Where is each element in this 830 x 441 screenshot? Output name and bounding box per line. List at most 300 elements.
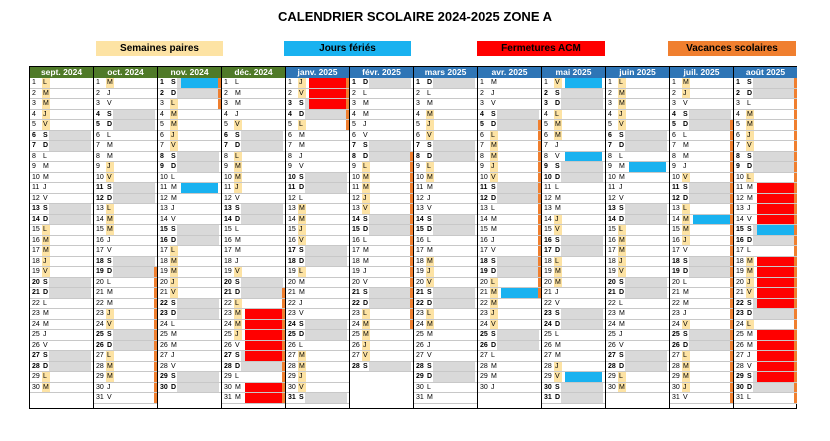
day-letter: D (555, 100, 561, 107)
day-letter: D (427, 226, 433, 233)
day-number: 10 (160, 173, 168, 181)
weekend-shade (561, 162, 603, 172)
day-row (222, 204, 285, 215)
day-number: 30 (416, 383, 424, 391)
day-row (414, 383, 477, 394)
day-letter: M (235, 310, 241, 317)
day-letter: S (747, 299, 752, 307)
vacances-marker (730, 152, 733, 162)
day-number: 30 (736, 383, 744, 391)
day-letter: V (299, 310, 304, 317)
day-number: 14 (288, 215, 296, 223)
day-row (350, 204, 413, 215)
weekend-shade (49, 204, 91, 214)
day-letter: S (235, 131, 240, 139)
day-letter: L (171, 320, 175, 328)
day-letter: V (106, 320, 114, 330)
day-letter: D (235, 289, 241, 296)
day-row (222, 341, 285, 352)
day-number: 16 (736, 236, 744, 244)
day-letter: M (363, 257, 369, 265)
day-number: 26 (672, 341, 680, 349)
day-number: 25 (480, 331, 488, 338)
day-letter: M (43, 236, 49, 244)
day-number: 17 (672, 247, 680, 254)
day-row (734, 215, 797, 226)
day-letter: L (235, 79, 239, 86)
day-letter: J (682, 89, 690, 99)
ferie-marker (757, 225, 794, 235)
vacances-marker (538, 183, 541, 193)
weekend-shade (305, 330, 347, 340)
day-letter: M (747, 341, 753, 349)
day-row (286, 320, 349, 331)
weekend-shade (369, 288, 411, 298)
day-letter: S (683, 184, 688, 191)
day-letter: M (363, 184, 369, 191)
day-row (670, 204, 733, 215)
day-number: 15 (288, 226, 296, 233)
month-header: déc. 2024 (222, 67, 285, 78)
vacances-marker (794, 215, 797, 225)
day-number: 11 (224, 184, 232, 191)
vacances-marker (794, 351, 797, 361)
day-number: 17 (224, 247, 232, 254)
month-column (734, 67, 798, 408)
vacances-marker (538, 131, 541, 141)
day-row (94, 372, 157, 383)
day-row (30, 299, 93, 310)
day-row (734, 131, 797, 142)
day-row (350, 183, 413, 194)
vacances-marker (410, 288, 413, 298)
vacances-marker (730, 278, 733, 288)
day-number: 31 (672, 394, 680, 401)
vacances-marker (538, 215, 541, 225)
weekend-shade (113, 183, 155, 193)
weekend-shade (113, 194, 155, 204)
day-letter: D (427, 373, 433, 380)
day-number: 17 (160, 247, 168, 254)
day-row (478, 236, 541, 247)
acm-marker (309, 78, 346, 88)
weekend-shade (689, 341, 731, 351)
day-letter: L (747, 394, 751, 401)
day-number: 8 (416, 152, 420, 160)
day-number: 20 (672, 278, 680, 286)
vacances-marker (282, 383, 285, 393)
vacances-marker (730, 141, 733, 151)
day-row (734, 110, 797, 121)
day-number: 12 (736, 194, 744, 202)
day-number: 16 (672, 236, 680, 244)
day-row (350, 278, 413, 289)
day-letter: J (170, 278, 178, 288)
day-row (222, 162, 285, 173)
day-letter: J (171, 205, 175, 212)
day-letter: V (235, 341, 240, 349)
day-row (158, 110, 221, 121)
day-number: 13 (96, 205, 104, 212)
day-number: 14 (416, 215, 424, 223)
day-row (670, 183, 733, 194)
day-number: 11 (352, 184, 360, 191)
vacances-marker (794, 183, 797, 193)
day-row (606, 278, 669, 289)
day-row (670, 78, 733, 89)
acm-marker (245, 330, 282, 340)
day-number: 16 (480, 236, 488, 244)
day-row (222, 299, 285, 310)
day-number: 3 (352, 100, 356, 107)
day-letter: S (747, 226, 752, 233)
day-row (734, 330, 797, 341)
weekend-shade (113, 330, 155, 340)
day-letter: M (683, 152, 689, 160)
day-row (542, 309, 605, 320)
day-letter: V (298, 236, 306, 246)
page-title: CALENDRIER SCOLAIRE 2024-2025 ZONE A (277, 9, 553, 24)
day-row (286, 288, 349, 299)
day-letter: L (299, 341, 303, 349)
day-letter: V (234, 120, 242, 130)
day-letter: S (619, 205, 624, 212)
day-number: 2 (608, 89, 612, 97)
weekend-shade (689, 330, 731, 340)
vacances-marker (538, 194, 541, 204)
day-number: 18 (352, 257, 360, 265)
day-letter: L (747, 100, 751, 107)
vacances-marker (794, 141, 797, 151)
weekend-shade (433, 362, 475, 372)
day-row (30, 78, 93, 89)
day-letter: V (42, 267, 50, 277)
day-row (414, 162, 477, 173)
weekend-shade (177, 372, 219, 382)
day-row (414, 341, 477, 352)
day-row (94, 362, 157, 373)
vacances-marker (154, 372, 157, 382)
day-number: 8 (32, 152, 36, 160)
day-letter: J (234, 183, 242, 193)
day-number: 20 (544, 278, 552, 286)
day-number: 15 (96, 226, 104, 233)
day-row (286, 215, 349, 226)
vacances-marker (538, 257, 541, 267)
day-row (222, 362, 285, 373)
day-letter: M (43, 163, 49, 170)
day-row (606, 383, 669, 394)
vacances-marker (794, 225, 797, 235)
vacances-marker (410, 320, 413, 330)
day-letter: D (491, 194, 497, 202)
day-row (542, 99, 605, 110)
day-row (670, 309, 733, 320)
day-letter: L (106, 204, 114, 214)
day-letter: D (107, 341, 113, 349)
month-header: mars 2025 (414, 67, 477, 78)
month-header: août 2025 (734, 67, 797, 78)
day-letter: M (555, 131, 561, 139)
day-row (734, 341, 797, 352)
vacances-marker (410, 309, 413, 319)
day-number: 19 (352, 268, 360, 275)
day-row (286, 78, 349, 89)
day-letter: L (299, 194, 303, 202)
day-number: 8 (544, 152, 548, 160)
acm-marker (757, 257, 794, 267)
day-row (478, 267, 541, 278)
day-row (734, 288, 797, 299)
day-letter: J (171, 352, 175, 359)
day-row (542, 278, 605, 289)
day-number: 4 (608, 110, 612, 118)
vacances-marker (794, 299, 797, 309)
weekend-shade (689, 194, 731, 204)
day-number: 3 (32, 100, 36, 107)
weekend-shade (497, 330, 539, 340)
day-number: 20 (96, 278, 104, 286)
weekend-shade (113, 341, 155, 351)
day-letter: V (299, 163, 304, 170)
day-number: 10 (96, 173, 104, 181)
weekend-shade (561, 309, 603, 319)
day-letter: L (426, 309, 434, 319)
day-row (222, 320, 285, 331)
day-row (350, 89, 413, 100)
day-letter: S (43, 205, 48, 212)
day-letter: J (618, 257, 626, 267)
day-letter: M (555, 341, 561, 349)
day-row (158, 152, 221, 163)
day-letter: M (171, 110, 177, 118)
weekend-shade (561, 383, 603, 393)
day-letter: L (298, 267, 306, 277)
day-number: 19 (32, 268, 40, 275)
day-row (414, 257, 477, 268)
day-number: 11 (32, 184, 40, 191)
day-letter: J (363, 121, 367, 128)
day-letter: J (363, 268, 367, 275)
day-row (670, 362, 733, 373)
day-row (670, 351, 733, 362)
vacances-marker (794, 288, 797, 298)
day-number: 24 (608, 320, 616, 328)
day-number: 2 (96, 89, 100, 97)
vacances-marker (730, 341, 733, 351)
weekend-shade (177, 152, 219, 162)
day-row (670, 257, 733, 268)
vacances-marker (730, 162, 733, 172)
day-letter: S (363, 289, 368, 296)
day-letter: M (363, 110, 369, 118)
legend-item: Vacances scolaires (668, 41, 796, 56)
day-letter: D (491, 341, 497, 349)
vacances-marker (154, 299, 157, 309)
day-row (222, 173, 285, 184)
day-number: 15 (32, 226, 40, 233)
day-row (542, 393, 605, 404)
day-row (670, 173, 733, 184)
day-number: 26 (160, 341, 168, 349)
vacances-marker (730, 204, 733, 214)
day-letter: V (554, 372, 562, 382)
day-letter: L (555, 331, 559, 338)
weekend-shade (753, 78, 795, 88)
day-row (222, 330, 285, 341)
day-row (30, 236, 93, 247)
day-letter: J (491, 383, 495, 391)
day-number: 23 (416, 310, 424, 317)
day-letter: M (299, 362, 305, 370)
day-row (350, 267, 413, 278)
weekend-shade (625, 131, 667, 141)
day-row (94, 110, 157, 121)
day-row (158, 372, 221, 383)
day-letter: D (107, 268, 113, 275)
day-number: 2 (672, 89, 676, 97)
vacances-marker (794, 246, 797, 256)
day-row (350, 288, 413, 299)
day-number: 26 (288, 341, 296, 349)
vacances-marker (218, 78, 221, 88)
day-number: 17 (608, 247, 616, 254)
day-letter: J (426, 267, 434, 277)
day-number: 18 (608, 257, 616, 265)
weekend-shade (561, 99, 603, 109)
day-number: 9 (224, 163, 228, 170)
day-row (606, 99, 669, 110)
day-row (286, 141, 349, 152)
day-number: 20 (608, 278, 616, 286)
day-letter: D (171, 383, 177, 391)
day-number: 13 (672, 205, 680, 212)
day-row (542, 341, 605, 352)
vacances-marker (410, 173, 413, 183)
day-row (350, 299, 413, 310)
day-number: 22 (96, 299, 104, 307)
day-row (222, 215, 285, 226)
day-number: 30 (288, 383, 296, 391)
legend-item: Fermetures ACM (477, 41, 605, 56)
weekend-shade (497, 194, 539, 204)
day-number: 19 (224, 268, 232, 275)
day-row (542, 351, 605, 362)
day-letter: S (171, 152, 176, 160)
weekend-shade (177, 225, 219, 235)
day-number: 21 (160, 289, 168, 296)
day-letter: V (490, 320, 498, 330)
day-number: 18 (32, 257, 40, 265)
day-row (670, 89, 733, 100)
day-letter: M (171, 121, 177, 128)
day-number: 27 (544, 352, 552, 359)
day-letter: M (683, 289, 689, 296)
day-letter: S (171, 299, 176, 307)
day-number: 27 (288, 352, 296, 359)
acm-marker (757, 372, 794, 382)
day-number: 4 (288, 110, 292, 118)
weekend-shade (433, 225, 475, 235)
vacances-marker (794, 131, 797, 141)
day-number: 27 (224, 352, 232, 359)
day-row (670, 141, 733, 152)
day-number: 6 (160, 131, 164, 139)
day-number: 21 (352, 289, 360, 296)
day-letter: M (235, 173, 241, 181)
day-letter: V (43, 194, 48, 202)
day-number: 12 (672, 194, 680, 202)
day-letter: M (235, 394, 241, 401)
day-row (414, 267, 477, 278)
day-number: 5 (736, 121, 740, 128)
day-number: 4 (736, 110, 740, 118)
day-number: 9 (672, 163, 676, 170)
day-number: 22 (736, 299, 744, 307)
day-number: 4 (544, 110, 548, 118)
day-row (94, 215, 157, 226)
day-number: 18 (224, 257, 232, 265)
day-number: 9 (352, 163, 356, 170)
day-row (414, 78, 477, 89)
day-row (606, 110, 669, 121)
weekend-shade (177, 383, 219, 393)
vacances-marker (410, 257, 413, 267)
day-row (158, 383, 221, 394)
day-letter: J (235, 257, 239, 265)
day-letter: J (683, 163, 687, 170)
day-number: 23 (608, 310, 616, 317)
day-letter: D (555, 320, 561, 328)
day-letter: S (171, 79, 176, 86)
day-number: 30 (32, 383, 40, 391)
day-number: 8 (96, 152, 100, 160)
day-letter: M (619, 236, 625, 244)
day-letter: V (554, 78, 562, 88)
day-row (30, 341, 93, 352)
vacances-marker (730, 309, 733, 319)
day-letter: J (746, 131, 754, 141)
day-number: 23 (160, 310, 168, 317)
day-number: 22 (672, 299, 680, 307)
day-letter: M (427, 173, 433, 181)
day-number: 19 (160, 268, 168, 275)
day-number: 13 (416, 205, 424, 212)
day-row (606, 288, 669, 299)
day-number: 16 (96, 236, 104, 244)
day-letter: M (235, 89, 241, 97)
day-row (158, 162, 221, 173)
day-row (606, 309, 669, 320)
day-letter: M (235, 100, 241, 107)
weekend-shade (689, 183, 731, 193)
day-letter: M (619, 310, 625, 317)
day-row (670, 330, 733, 341)
day-letter: V (107, 394, 112, 401)
day-number: 14 (352, 215, 360, 223)
weekend-shade (433, 288, 475, 298)
day-row (94, 173, 157, 184)
day-row (222, 78, 285, 89)
day-letter: D (683, 194, 689, 202)
day-letter: V (171, 362, 176, 370)
day-letter: J (43, 184, 47, 191)
day-number: 17 (96, 247, 104, 254)
day-letter: M (299, 278, 305, 286)
day-row (734, 362, 797, 373)
day-letter: J (42, 257, 50, 267)
day-number: 26 (544, 341, 552, 349)
